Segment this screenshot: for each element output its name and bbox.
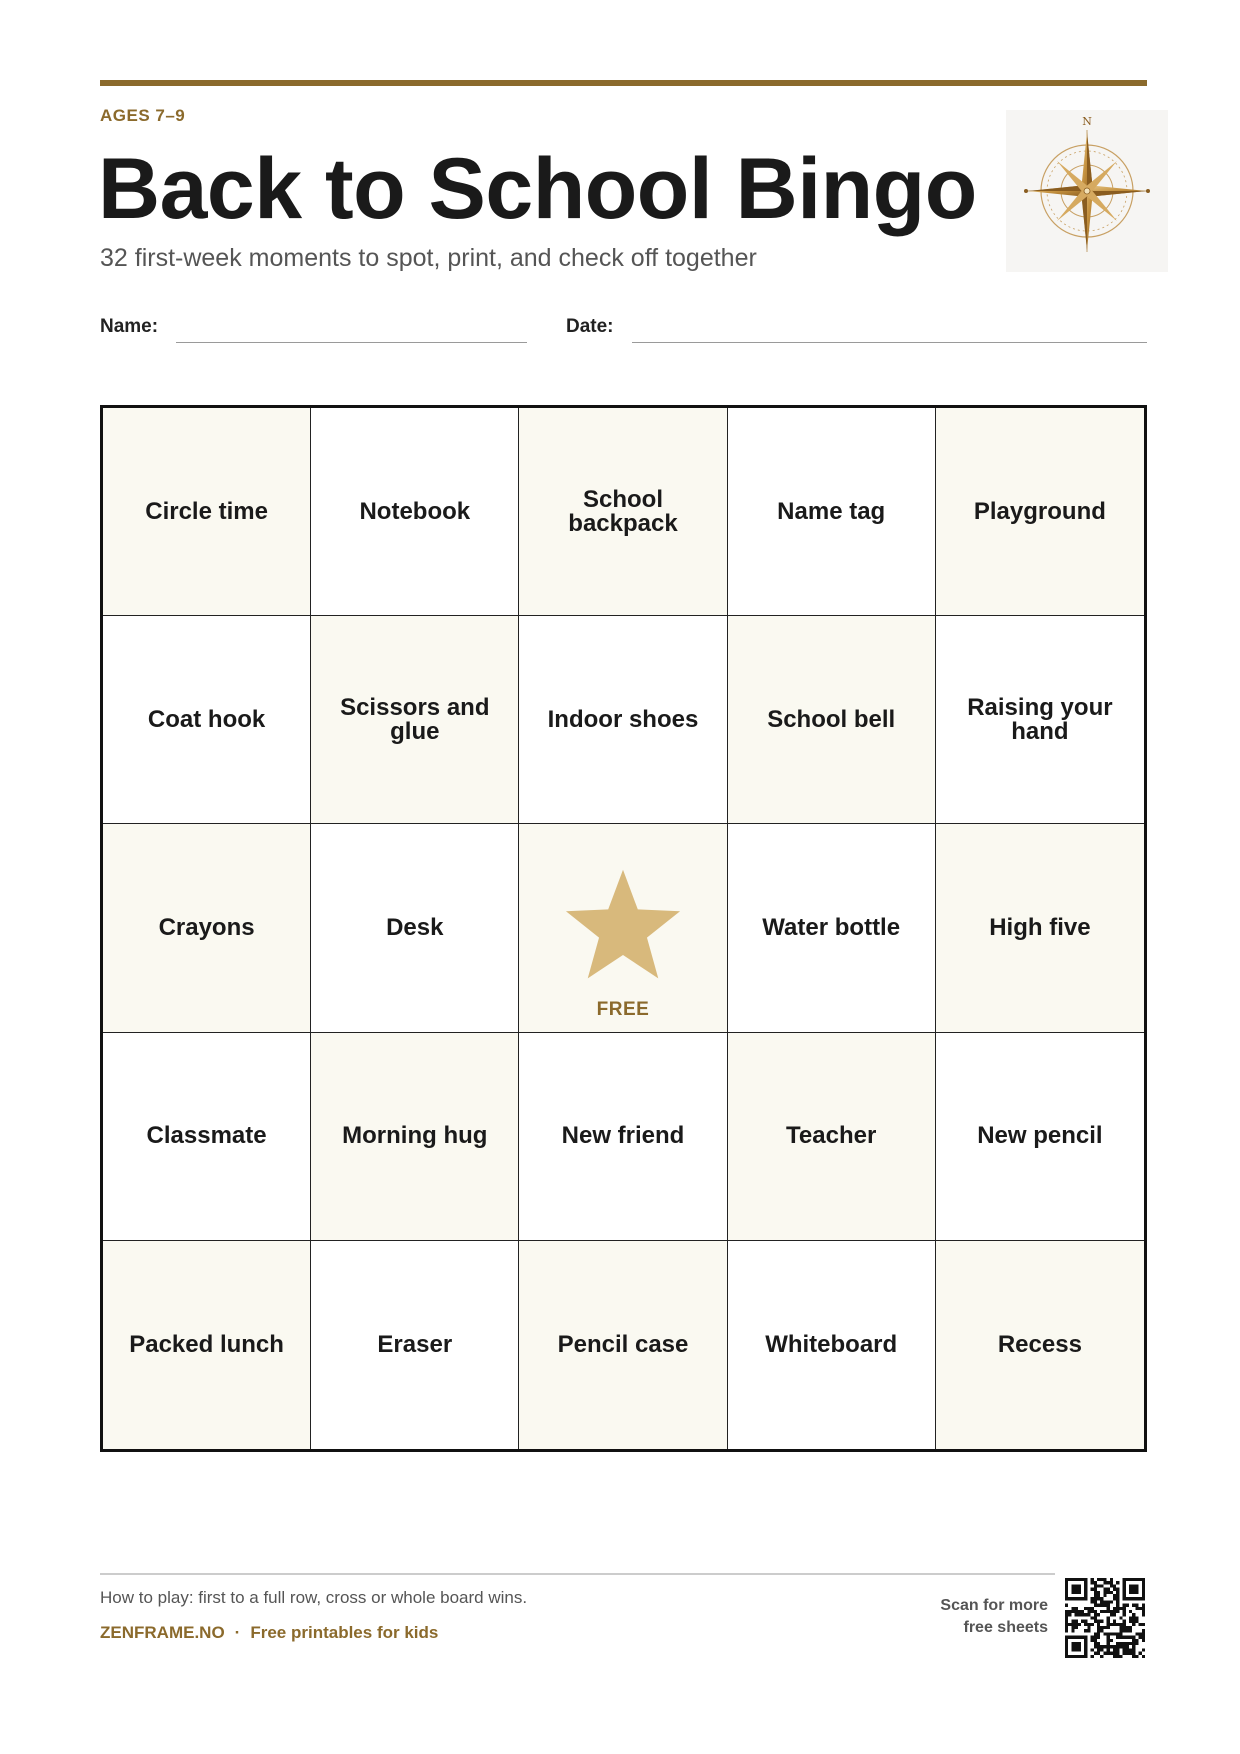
bingo-cell-label: Desk xyxy=(386,913,444,941)
footer-divider xyxy=(100,1573,1055,1575)
bingo-cell[interactable] xyxy=(728,1033,936,1241)
bingo-cell-label: High five xyxy=(989,913,1091,941)
bingo-cell-label: Whiteboard xyxy=(765,1330,898,1358)
bingo-cell[interactable] xyxy=(728,824,936,1032)
top-rule xyxy=(100,80,1147,86)
bingo-cell-label: Recess xyxy=(997,1330,1082,1358)
bingo-cell[interactable] xyxy=(103,616,311,824)
bingo-cell-label: Classmate xyxy=(146,1122,267,1150)
date-label: Date: xyxy=(566,316,614,337)
bingo-cell[interactable] xyxy=(311,408,519,616)
bingo-cell[interactable] xyxy=(311,1241,519,1449)
bingo-cell-label: School bell xyxy=(767,705,896,733)
bingo-cell[interactable] xyxy=(311,824,519,1032)
bingo-cell-label: Crayons xyxy=(158,913,255,941)
bingo-board xyxy=(100,405,1147,1452)
bingo-cell-label: Indoor shoes xyxy=(547,705,699,733)
bingo-cell-label: New friend xyxy=(561,1122,685,1150)
bingo-cell[interactable] xyxy=(311,616,519,824)
bingo-cell[interactable] xyxy=(103,408,311,616)
star-icon xyxy=(560,865,686,985)
how-to-play: How to play: first to a full row, cross or whole board wins. xyxy=(100,1588,528,1607)
free-label: FREE xyxy=(596,998,650,1020)
bingo-cell[interactable] xyxy=(519,408,727,616)
bingo-cell-label: Playground xyxy=(973,497,1106,525)
bingo-cell-label: Eraser xyxy=(377,1330,453,1358)
scan-line-2: free sheets xyxy=(963,1619,1048,1637)
name-label: Name: xyxy=(100,316,159,337)
bingo-cell-label: Raising your hand xyxy=(967,693,1113,745)
scan-line-1: Scan for more xyxy=(940,1597,1048,1614)
compass-rose-icon xyxy=(1006,110,1168,272)
bingo-cell[interactable] xyxy=(103,1033,311,1241)
qr-code-icon[interactable] xyxy=(1065,1578,1145,1658)
bingo-cell[interactable] xyxy=(103,1241,311,1449)
bingo-cell-label: Circle time xyxy=(145,497,268,525)
bingo-cell[interactable] xyxy=(519,1033,727,1241)
free-space-cell[interactable] xyxy=(519,824,727,1032)
bingo-cell[interactable] xyxy=(519,616,727,824)
bingo-cell[interactable] xyxy=(936,616,1144,824)
bingo-cell[interactable] xyxy=(519,1241,727,1449)
bingo-cell[interactable] xyxy=(936,824,1144,1032)
bingo-cell-label: Notebook xyxy=(359,497,471,525)
brand-line xyxy=(100,1623,438,1643)
bingo-cell[interactable] xyxy=(728,408,936,616)
age-range: AGES 7–9 xyxy=(100,106,186,125)
bingo-cell-label: Coat hook xyxy=(147,705,266,733)
page-subtitle: 32 first-week moments to spot, print, and check off together xyxy=(100,244,757,272)
scan-caption xyxy=(848,1595,1048,1640)
bingo-cell[interactable] xyxy=(936,1033,1144,1241)
bingo-cell[interactable] xyxy=(936,408,1144,616)
name-field[interactable] xyxy=(176,342,527,343)
brand-separator: · xyxy=(234,1623,241,1642)
bingo-cell-label: Water bottle xyxy=(762,913,901,941)
bingo-cell[interactable] xyxy=(728,616,936,824)
bingo-cell-label: School backpack xyxy=(568,485,678,537)
bingo-cell-label: Teacher xyxy=(786,1122,877,1150)
brand-tagline: Free printables for kids xyxy=(250,1623,439,1642)
bingo-cell-label: Scissors and glue xyxy=(340,693,490,745)
bingo-cell-label: New pencil xyxy=(977,1122,1103,1150)
bingo-cell[interactable] xyxy=(311,1033,519,1241)
date-field[interactable] xyxy=(632,342,1147,343)
bingo-cell-label: Name tag xyxy=(777,497,886,525)
bingo-cell[interactable] xyxy=(103,824,311,1032)
page-title: Back to School Bingo xyxy=(98,141,977,237)
compass-north-letter: N xyxy=(1082,115,1092,128)
bingo-cell[interactable] xyxy=(936,1241,1144,1449)
bingo-cell-label: Morning hug xyxy=(342,1122,488,1150)
bingo-cell[interactable] xyxy=(728,1241,936,1449)
bingo-cell-label: Packed lunch xyxy=(129,1330,284,1358)
bingo-cell-label: Pencil case xyxy=(557,1330,689,1358)
brand-name[interactable]: ZENFRAME.NO xyxy=(100,1623,225,1642)
